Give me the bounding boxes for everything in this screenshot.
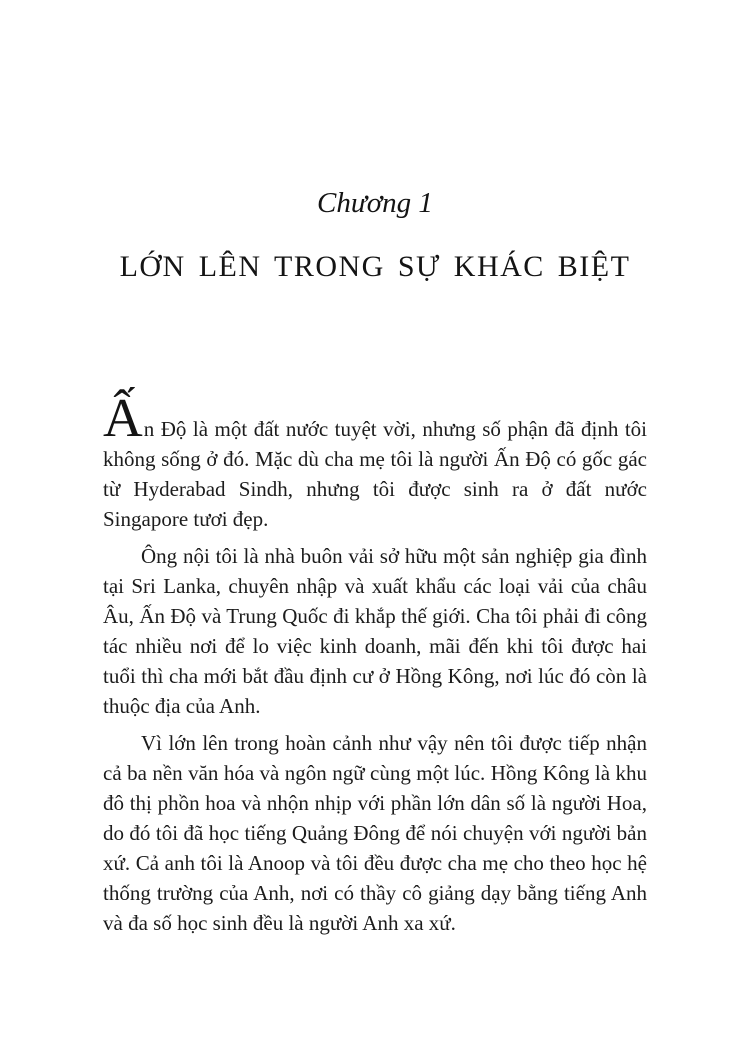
chapter-number: Chương 1 — [317, 187, 433, 219]
paragraph — [103, 386, 647, 534]
paragraph-text: Vì lớn lên trong hoàn cảnh như vậy nên tôi được tiếp nhận cả ba nền văn hóa và ngôn ngữ cùng một lúc. Hồng Kông là khu đô thị phồn hoa và nhộn nhịp với phần lớn dân số là người Hoa, do đó tôi đã học tiếng Quảng Đông để nói chuyện với người bản xứ. Cả anh tôi là Anoop và tôi đều được cha mẹ cho theo học hệ thống trường của Anh, nơi có thầy cô giảng dạy bằng tiếng Anh và đa số học sinh đều là người Anh xa xứ. — [103, 730, 647, 935]
paragraph-text: n Độ là một đất nước tuyệt vời, nhưng số phận đã định tôi không sống ở đó. Mặc dù cha mẹ tôi là người Ấn Độ có gốc gác từ Hyderabad Sindh, nhưng tôi được sinh ra ở đất nước Singapore tươi đẹp. — [103, 416, 647, 531]
paragraph — [103, 728, 647, 938]
paragraph-text: Ông nội tôi là nhà buôn vải sở hữu một sản nghiệp gia đình tại Sri Lanka, chuyên nhập và xuất khẩu các loại vải của châu Âu, Ấn Độ và Trung Quốc đi khắp thế giới. Cha tôi phải đi công tác nhiều nơi để lo việc kinh doanh, mãi đến khi tôi được hai tuổi thì cha mới bắt đầu định cư ở Hồng Kông, nơi lúc đó còn là thuộc địa của Anh. — [103, 543, 647, 718]
body-text — [103, 386, 647, 938]
paragraph — [103, 541, 647, 721]
drop-cap: Ấ — [103, 386, 144, 448]
chapter-title: LỚN LÊN TRONG SỰ KHÁC BIỆT — [119, 249, 631, 283]
